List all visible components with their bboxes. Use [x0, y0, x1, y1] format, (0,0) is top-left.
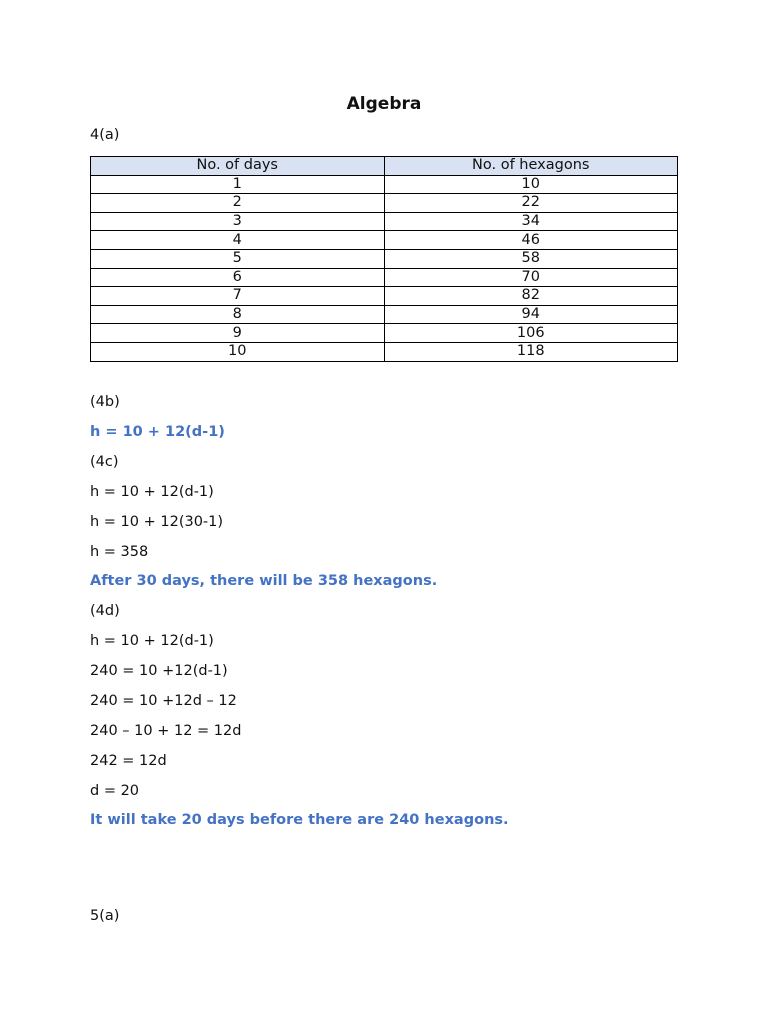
cell-days: 1 — [91, 175, 385, 194]
working-step: 242 = 12d — [90, 753, 167, 769]
cell-hexagons: 46 — [384, 231, 678, 250]
question-4a-label: 4(a) — [90, 127, 120, 143]
question-5a-label: 5(a) — [90, 908, 120, 924]
working-step: h = 10 + 12(d-1) — [90, 484, 214, 500]
question-4d-answer: It will take 20 days before there are 240 hexagons. — [90, 812, 509, 828]
working-step: 240 = 10 +12(d-1) — [90, 663, 228, 679]
table-row — [91, 268, 678, 287]
question-4c-answer: After 30 days, there will be 358 hexagons. — [90, 573, 438, 589]
table-row — [91, 175, 678, 194]
cell-hexagons: 70 — [384, 268, 678, 287]
table-row — [91, 212, 678, 231]
cell-hexagons: 94 — [384, 305, 678, 324]
cell-hexagons: 106 — [384, 324, 678, 343]
column-header-days: No. of days — [91, 157, 385, 176]
working-step: h = 358 — [90, 544, 149, 560]
cell-days: 6 — [91, 268, 385, 287]
table-row — [91, 287, 678, 306]
column-header-hexagons: No. of hexagons — [384, 157, 678, 176]
table-row — [91, 194, 678, 213]
working-step: 240 = 10 +12d – 12 — [90, 693, 237, 709]
table-header-row — [91, 157, 678, 176]
cell-hexagons: 58 — [384, 249, 678, 268]
cell-hexagons: 34 — [384, 212, 678, 231]
cell-hexagons: 118 — [384, 342, 678, 361]
cell-days: 9 — [91, 324, 385, 343]
table-row — [91, 305, 678, 324]
working-step: d = 20 — [90, 783, 140, 799]
cell-days: 5 — [91, 249, 385, 268]
question-4b-label: (4b) — [90, 394, 120, 410]
cell-days: 3 — [91, 212, 385, 231]
table-row — [91, 324, 678, 343]
working-step: h = 10 + 12(30-1) — [90, 514, 224, 530]
cell-days: 7 — [91, 287, 385, 306]
table-row — [91, 249, 678, 268]
working-step: h = 10 + 12(d-1) — [90, 633, 214, 649]
cell-hexagons: 10 — [384, 175, 678, 194]
cell-hexagons: 82 — [384, 287, 678, 306]
question-4d-label: (4d) — [90, 603, 120, 619]
question-4c-label: (4c) — [90, 454, 119, 470]
page-title: Algebra — [346, 94, 422, 114]
cell-days: 10 — [91, 342, 385, 361]
table-row — [91, 342, 678, 361]
hexagon-table — [90, 156, 678, 362]
question-4b-answer: h = 10 + 12(d-1) — [90, 424, 225, 440]
cell-days: 4 — [91, 231, 385, 250]
working-step: 240 – 10 + 12 = 12d — [90, 723, 242, 739]
table-row — [91, 231, 678, 250]
cell-hexagons: 22 — [384, 194, 678, 213]
cell-days: 2 — [91, 194, 385, 213]
cell-days: 8 — [91, 305, 385, 324]
